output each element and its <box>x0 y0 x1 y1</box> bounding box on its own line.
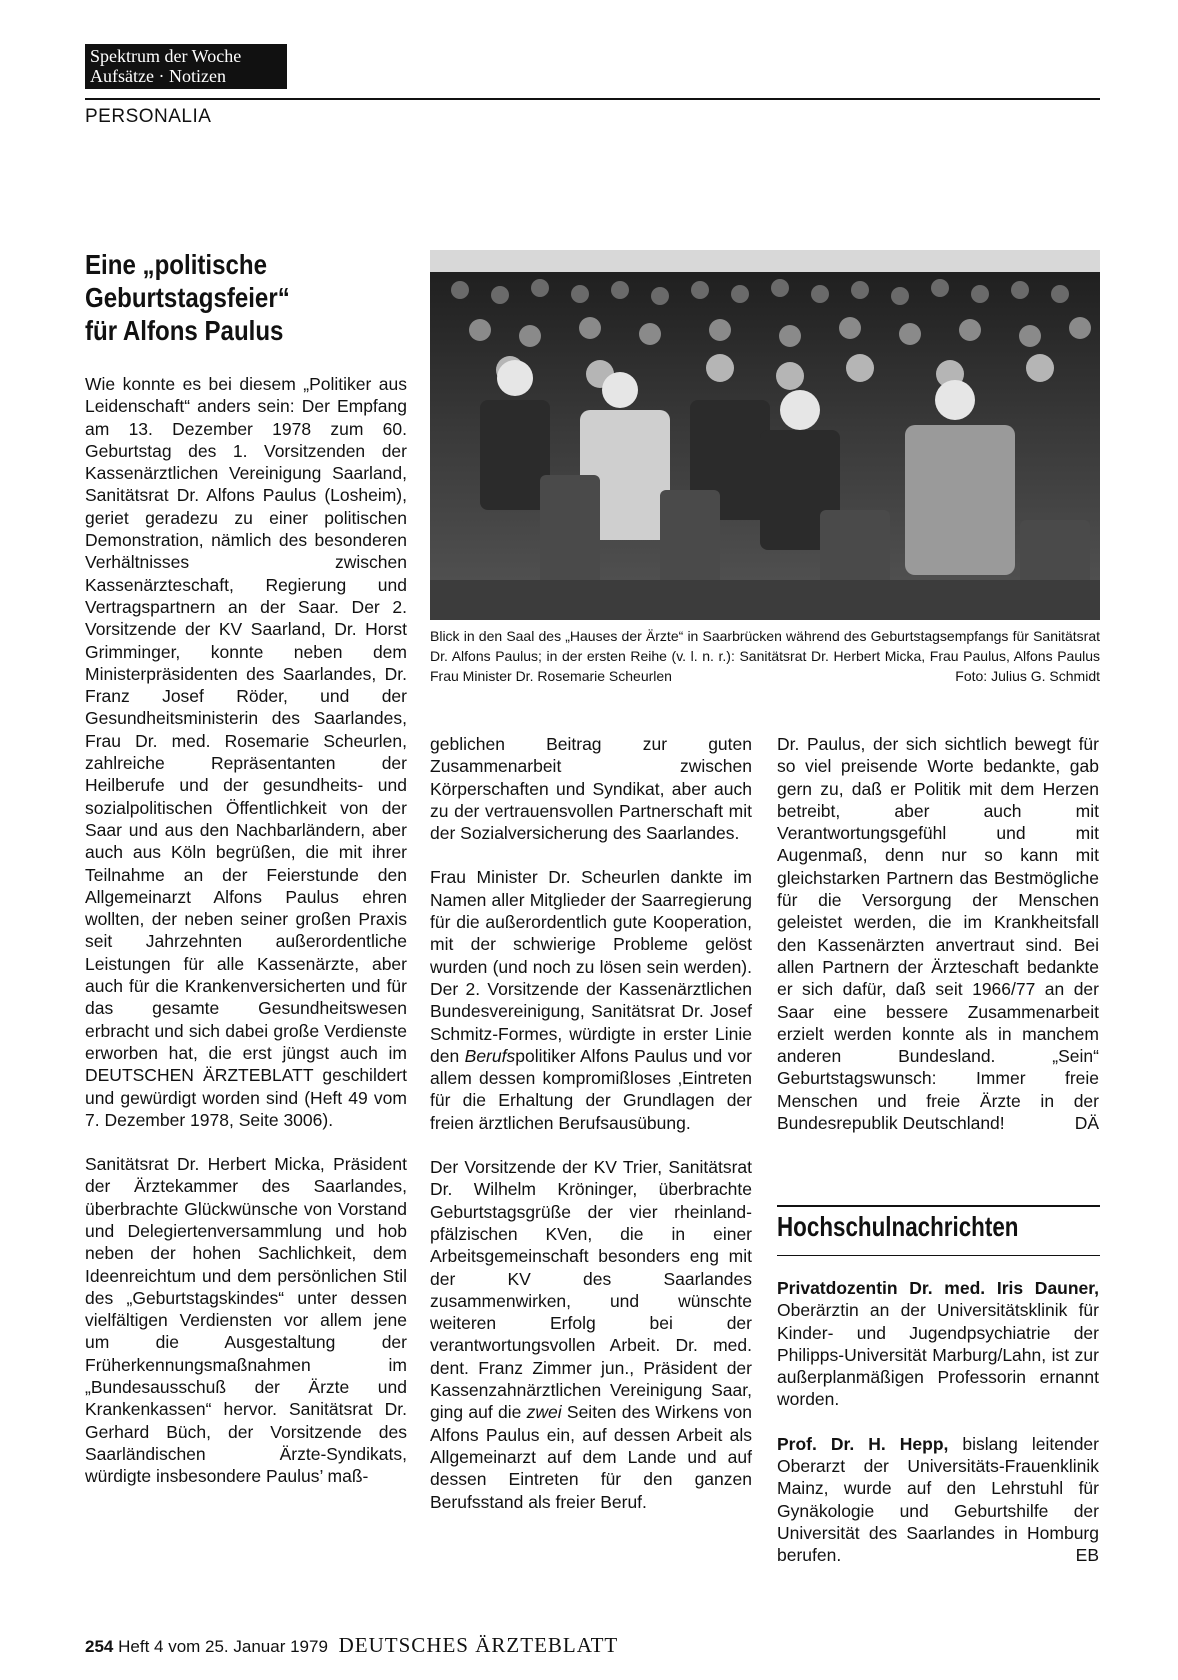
text: politiker Alfons Paulus und vor allem dessen kompromißloses ‚Eintreten für die Erhaltung der Grundlagen der freien ärztlichen Berufsausübung. <box>430 1045 752 1133</box>
article-column-2 <box>430 733 752 1535</box>
text: Der Vorsitzende der KV Trier, Sanitätsrat Dr. Wilhelm Kröninger, überbrachte Geburtstagsgrüße der vier rheinland-pfälzischen KVen, die in einer Arbeitsgemeinschaft besonders eng mit der KV des Saarlandes zusammenwirken, und wünschte weiteren Erfolg bei der verantwortungsvollen Arbeit. Dr. med. dent. Franz Zimmer jun., Präsident der Kassenzahnärztlichen Vereinigung Saar, ging auf die <box>430 1157 752 1423</box>
journal-name: DEUTSCHES ÄRZTEBLATT <box>338 1633 619 1657</box>
event-photo <box>430 250 1100 620</box>
hochschul-column <box>777 1277 1099 1589</box>
emphasis: zwei <box>526 1402 562 1423</box>
emphasis: Berufs <box>464 1045 516 1066</box>
section-rule <box>777 1255 1100 1256</box>
paragraph <box>777 1277 1099 1411</box>
paragraph <box>430 866 752 1134</box>
caption-text: Blick in den Saal des „Hauses der Ärzte“ in Saarbrücken während des Geburtstagsempfangs für Sanitätsrat Dr. Alfons Paulus; in der ersten Reihe (v. l. n. r.): Sanitätsrat Dr. Herbert Micka, Frau Paulus, Alfons Paulus Frau Minister Dr. Rosemarie Scheurlen <box>430 628 1100 684</box>
headline-line1: Eine „politische <box>85 249 267 280</box>
author-signature: DÄ <box>1074 1113 1099 1134</box>
rubric: PERSONALIA <box>85 106 212 127</box>
article-column-1 <box>85 373 407 1510</box>
paragraph: geblichen Beitrag zur guten Zusammenarbeit zwischen Körperschaften und Syndikat, aber auch zu der vertrauensvollen Partnerschaft mit der Sozialversicherung des Saarlandes. <box>430 734 752 844</box>
section-label <box>85 44 287 89</box>
person-name: Prof. Dr. H. Hepp, <box>777 1433 949 1454</box>
section-label-line1: Spektrum der Woche <box>90 46 242 66</box>
header-rule <box>85 98 1100 100</box>
issue-info: Heft 4 vom 25. Januar 1979 <box>118 1637 328 1656</box>
paragraph: Wie konnte es bei diesem „Politiker aus Leidenschaft“ anders sein: Der Empfang am 13. Dezember 1978 zum 60. Geburtstag des 1. Vorsitzenden der Kassenärztlichen Vereinigung Saarland, Sanitätsrat Dr. Alfons Paulus (Losheim), geriet geradezu zu einer politischen Demonstration, nämlich des besonderen Verhältnisses zwischen Kassenärzteschaft, Regierung und Vertragspartnern an der Saar. Der 2. Vorsitzende der KV Saarland, Dr. Horst Grimminger, konnte neben dem Ministerpräsidenten des Saarlandes, Dr. Franz Josef Röder, und der Gesundheitsministerin des Saarlandes, Frau Dr. med. Rosemarie Scheurlen, zahlreiche Repräsentanten der Heilberufe und der gesundheits- und sozialpolitischen Öffentlichkeit von der Saar und aus den Nachbarländern, aber auch aus Köln begrüßen, die mit ihrer Teilnahme an der Feierstunde den Allgemeinarzt Alfons Paulus ehren wollten, der neben seiner großen Praxis seit Jahrzehnten außerordentliche Leistungen für alle Kassenärzte, aber auch für die Krankenversicherten und für das gesamte Gesundheitswesen erbracht und sich dabei große Verdienste erworben hat, die erst jüngst auch im DEUTSCHEN ÄRZTEBLATT geschildert und gewürdigt worden sind (Heft 49 vom 7. Dezember 1978, Seite 3006). <box>85 374 407 1130</box>
paragraph <box>777 733 1099 1134</box>
paragraph <box>777 1433 1099 1567</box>
section-label-line2: Aufsätze · Notizen <box>90 66 226 86</box>
photo-caption <box>430 626 1100 686</box>
text: bislang leitender Oberarzt der Universitäts-Frauenklinik Mainz, wurde auf den Lehrstuhl für Gynäkologie und Geburtshilfe der Universität des Saarlandes in Homburg berufen. <box>777 1433 1099 1566</box>
photo-credit: Foto: Julius G. Schmidt <box>955 668 1100 684</box>
section-rule <box>777 1205 1100 1207</box>
text: Oberärztin an der Universitätsklinik für Kinder- und Jugendpsychiatrie der Philipps-Universität Marburg/Lahn, ist zur außerplanmäßigen Professorin ernannt worden. <box>777 1300 1099 1410</box>
article-column-3 <box>777 733 1099 1156</box>
person-name: Privatdozentin Dr. med. Iris Dauner, <box>777 1278 1099 1298</box>
headline-line3: für Alfons Paulus <box>85 315 284 346</box>
headline-line2: Geburtstagsfeier“ <box>85 282 290 313</box>
author-signature: EB <box>1075 1545 1099 1566</box>
page-footer <box>85 1633 618 1658</box>
text: Frau Minister Dr. Scheurlen dankte im Namen aller Mitglieder der Saarregierung für die außerordentlich gute Kooperation, mit der schwierige Probleme gelöst wurden (und noch zu lösen sein werden). Der 2. Vorsitzende der Kassenärztlichen Bundesvereinigung, Sanitätsrat Dr. Josef Schmitz-Formes, würdigte in erster Linie den <box>430 867 752 1066</box>
text: Seiten des Wirkens von Alfons Paulus ein, auf dessen Arbeit als Allgemeinarzt auf dem Lande und auf dessen Eintreten für den ganzen Berufsstand als freier Beruf. <box>430 1402 752 1512</box>
page-number: 254 <box>85 1637 114 1656</box>
article-headline <box>85 248 360 347</box>
text: Dr. Paulus, der sich sichtlich bewegt für so viel preisende Worte bedankte, gab gern zu, daß er Politik mit dem Herzen betreibt, aber auch mit Verantwortungsgefühl und mit Augenmaß, denn nur so kann mit gleichstarken Partnern das Bestmögliche für die Versorgung der Menschen geleistet werden, die im Krankheitsfall den Kassenärzten anvertraut sind. Bei allen Partnern der Ärzteschaft bedankte er sich dafür, daß seit 1966/77 an der Saar eine bessere Zusammenarbeit erzielt werden konnte als in manchem anderen Bundesland. „Sein“ Geburtstagswunsch: Immer freie Menschen und freie Ärzte in der Bundesrepublik Deutschland! <box>777 734 1099 1134</box>
paragraph <box>430 1156 752 1513</box>
paragraph: Sanitätsrat Dr. Herbert Micka, Präsident der Ärztekammer des Saarlandes, überbrachte Glückwünsche von Vorstand und Delegiertenversammlung und hob neben der hohen Sachlichkeit, dem Ideenreichtum und dem persönlichen Stil des „Geburtstagskindes“ unter dessen vielfältigen Verdiensten vor allem jene um die Ausgestaltung der Früherkennungsmaßnahmen im „Bundesausschuß der Ärzte und Krankenkassen“ hervor. Sanitätsrat Dr. Gerhard Büch, der Vorsitzende des Saarländischen Ärzte-Syndikats, würdigte insbesondere Paulus’ maß- <box>85 1154 407 1487</box>
section-heading: Hochschulnachrichten <box>777 1211 1019 1242</box>
